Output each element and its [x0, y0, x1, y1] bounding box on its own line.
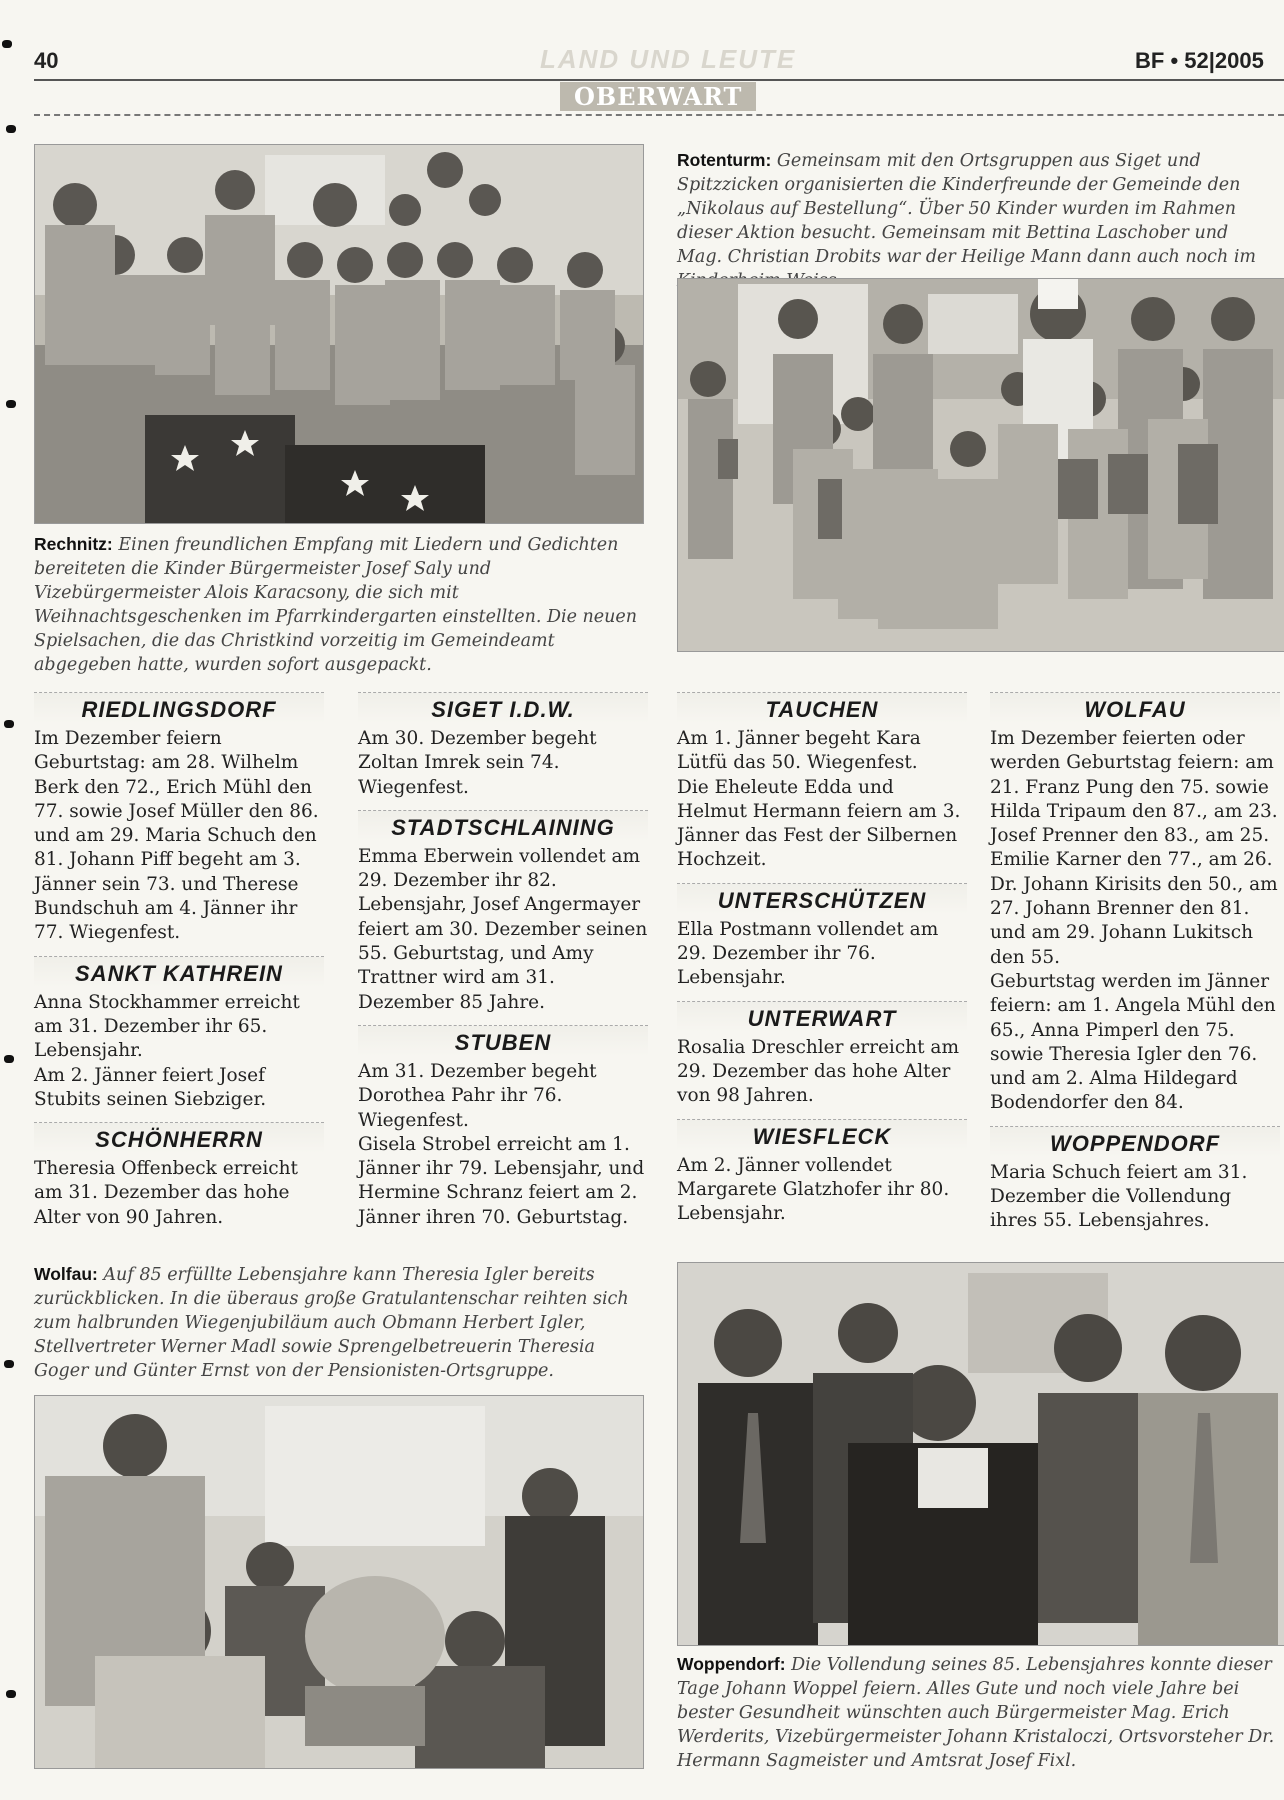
caption-woppendorf	[677, 1652, 1277, 1773]
news-section	[677, 1119, 967, 1227]
photo-wolfau-birthday	[34, 1395, 644, 1769]
news-section	[677, 692, 967, 873]
paragraph: Am 30. Dezember begeht Zoltan Imrek sein 74. Wiegenfest.	[358, 728, 597, 798]
paragraph: Anna Stockhammer erreicht am 31. Dezember ihr 65. Lebensjahr.	[34, 991, 300, 1062]
caption-text: Auf 85 erfüllte Lebensjahre kann Theresia Igler bereits zurückblicken. In die überaus große Gratulantenschar reihten sich zum halbrunden Wiegenjubiläum auch Obmann Herbert Igler, Stellvertreter Werner Madl sowie Sprengelbetreuerin Theresia Goger und Günter Ernst von der Pensionisten-Ortsgruppe.	[34, 1265, 629, 1381]
news-section	[677, 883, 967, 991]
caption-rechnitz	[34, 532, 642, 677]
section-body	[990, 727, 1280, 1116]
paragraph: Geburtstag werden im Jänner feiern: am 1. Angela Mühl den 65., Anna Pimperl den 75. sowie Theresia Igler den 76. und am 2. Alma Hildegard Bodendorfer den 84.	[990, 970, 1276, 1114]
region-title: OBERWART	[560, 82, 756, 111]
news-section	[358, 810, 648, 1015]
caption-text: Einen freundlichen Empfang mit Liedern und Gedichten bereiteten die Kinder Bürgermeister Josef Saly und Vizebürgermeister Alois Karacsony, die sich mit Weihnachtsgeschenken im Pfarrkindergarten einstellten. Die neuen Spielsachen, die das Christkind vorzeitig im Gemeindeamt abgegeben hatte, wurden sofort ausgepackt.	[34, 535, 638, 675]
section-body	[34, 727, 324, 946]
header-dashed-divider	[34, 114, 1284, 116]
section-body	[358, 845, 648, 1015]
caption-place: Rotenturm:	[677, 150, 772, 170]
paragraph: Theresia Offenbeck erreicht am 31. Dezember das hohe Alter von 90 Jahren.	[34, 1158, 298, 1228]
caption-place: Woppendorf:	[677, 1654, 786, 1674]
section-body	[677, 1154, 967, 1227]
section-heading: TAUCHEN	[677, 692, 967, 723]
binder-mark	[6, 1690, 16, 1698]
section-heading: STADTSCHLAINING	[358, 810, 648, 841]
section-title: LAND UND LEUTE	[540, 44, 797, 74]
binder-mark	[4, 1360, 14, 1368]
news-section	[34, 692, 324, 946]
paragraph: Die Eheleute Edda und Helmut Hermann feiern am 3. Jänner das Fest der Silbernen Hochzeit.	[677, 776, 961, 871]
binder-mark	[6, 400, 16, 408]
news-section	[34, 1122, 324, 1230]
paragraph: Emma Eberwein vollendet am 29. Dezember ihr 82. Lebensjahr, Josef Angermayer feiert am 30. Dezember seinen 55. Geburtstag, und Amy Trattner wird am 31. Dezember 85 Jahre.	[358, 845, 648, 1013]
paragraph: Am 2. Jänner feiert Josef Stubits seinen Siebziger.	[34, 1064, 267, 1110]
paragraph: Im Dezember feierten oder werden Geburtstag feiern: am 21. Franz Pung den 75. sowie Hilda Tripaum den 87., am 23. Josef Prenner den 83., am 25. Emilie Karner den 77., am 26. Dr. Johann Kirisits den 50., am 27. Johann Brenner den 81. und am 29. Johann Lukitsch den 55.	[990, 728, 1278, 968]
binder-mark	[2, 40, 12, 48]
news-section	[358, 1025, 648, 1230]
section-heading: STUBEN	[358, 1025, 648, 1056]
publication-info: BF • 52|2005	[1135, 48, 1264, 73]
news-section	[34, 956, 324, 1112]
section-body	[358, 1060, 648, 1230]
paragraph: Gisela Strobel erreicht am 1. Jänner ihr 79. Lebensjahr, und Hermine Schranz feiert am 2. Jänner ihren 70. Geburtstag.	[358, 1133, 645, 1228]
paragraph: Im Dezember feiern Geburtstag: am 28. Wilhelm Berk den 72., Erich Mühl den 77. sowie Josef Müller den 86. und am 29. Maria Schuch den 81. Johann Piff begeht am 3. Jänner sein 73. und Therese Bundschuh am 4. Jänner ihr 77. Wiegenfest.	[34, 728, 319, 944]
news-section	[990, 692, 1280, 1116]
section-body	[677, 1036, 967, 1109]
paragraph: Ella Postmann vollendet am 29. Dezember ihr 76. Lebensjahr.	[677, 918, 939, 989]
caption-rotenturm	[677, 148, 1267, 293]
binder-mark	[4, 720, 14, 728]
section-heading: WOPPENDORF	[990, 1126, 1280, 1157]
section-body	[358, 727, 648, 800]
section-heading: WIESFLECK	[677, 1119, 967, 1150]
section-body	[990, 1161, 1280, 1234]
section-heading: RIEDLINGSDORF	[34, 692, 324, 723]
binder-mark	[4, 1055, 14, 1063]
section-heading: WOLFAU	[990, 692, 1280, 723]
section-body	[677, 727, 967, 873]
news-section	[677, 1001, 967, 1109]
caption-place: Wolfau:	[34, 1264, 98, 1284]
photo-rotenturm-nikolaus	[677, 278, 1284, 652]
paragraph: Rosalia Dreschler erreicht am 29. Dezember das hohe Alter von 98 Jahren.	[677, 1036, 959, 1107]
caption-place: Rechnitz:	[34, 534, 113, 554]
section-heading: UNTERSCHÜTZEN	[677, 883, 967, 914]
column-2	[358, 692, 648, 1240]
binder-mark	[6, 125, 16, 133]
section-heading: SANKT KATHREIN	[34, 956, 324, 987]
column-3	[677, 692, 967, 1236]
section-heading: UNTERWART	[677, 1001, 967, 1032]
photo-rechnitz-kindergarten	[34, 144, 644, 524]
caption-wolfau	[34, 1262, 646, 1383]
news-section	[358, 692, 648, 800]
photo-woppendorf-birthday	[677, 1262, 1284, 1646]
section-body	[677, 918, 967, 991]
page-number: 40	[34, 48, 59, 73]
header-rule	[34, 79, 1284, 81]
column-1	[34, 692, 324, 1240]
column-4	[990, 692, 1280, 1244]
section-heading: SCHÖNHERRN	[34, 1122, 324, 1153]
section-body	[34, 991, 324, 1112]
section-body	[34, 1157, 324, 1230]
section-heading: SIGET I.D.W.	[358, 692, 648, 723]
caption-text: Die Vollendung seines 85. Lebensjahres konnte dieser Tage Johann Woppel feiern. Alles Gute und noch viele Jahre bei bester Gesundheit wünschten auch Bürgermeister Mag. Erich Werderits, Vizebürgermeister Johann Kristaloczi, Ortsvorsteher Dr. Hermann Sagmeister und Amtsrat Josef Fixl.	[677, 1655, 1275, 1771]
paragraph: Maria Schuch feiert am 31. Dezember die Vollendung ihres 55. Lebensjahres.	[990, 1161, 1248, 1232]
caption-text: Gemeinsam mit den Ortsgruppen aus Siget und Spitzzicken organisierten die Kinderfreunde der Gemeinde den „Nikolaus auf Bestellung“. Über 50 Kinder wurden im Rahmen dieser Aktion besucht. Gemeinsam mit Bettina Laschober und Mag. Christian Drobits war der Heilige Mann dann auch noch im	[677, 151, 1257, 267]
paragraph: Am 2. Jänner vollendet Margarete Glatzhofer ihr 80. Lebensjahr.	[677, 1154, 950, 1225]
news-section	[990, 1126, 1280, 1234]
paragraph: Am 31. Dezember begeht Dorothea Pahr ihr 76. Wiegenfest.	[358, 1060, 597, 1131]
paragraph: Am 1. Jänner begeht Kara Lütfü das 50. Wiegenfest.	[677, 728, 921, 774]
